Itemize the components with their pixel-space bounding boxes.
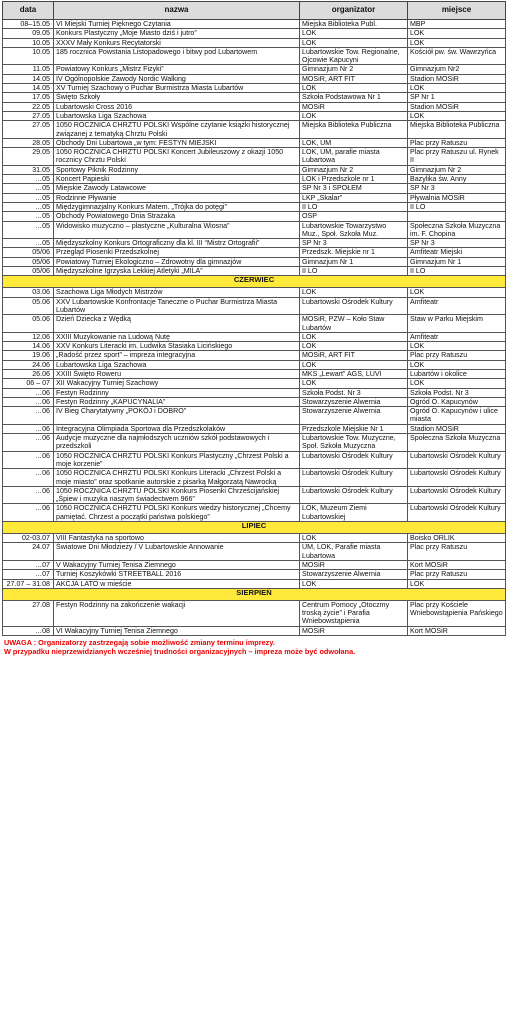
event-row bbox=[3, 579, 506, 588]
event-date: 10.05 bbox=[3, 47, 54, 65]
event-name: Szachowa Liga Młodych Mistrzów bbox=[54, 288, 300, 297]
event-organizer: II LO bbox=[300, 202, 408, 211]
event-organizer: Stowarzyszenie Alwernia bbox=[300, 407, 408, 425]
event-date: 26.06 bbox=[3, 369, 54, 378]
event-place: Społeczna Szkoła Muzyczna bbox=[408, 434, 506, 452]
event-date: …06 bbox=[3, 451, 54, 469]
event-place: Społeczna Szkoła Muzyczna im. F. Chopina bbox=[408, 221, 506, 239]
event-date: …05 bbox=[3, 202, 54, 211]
event-date: 24.07 bbox=[3, 543, 54, 561]
event-place: Plac przy Ratuszu bbox=[408, 570, 506, 579]
event-organizer: Lubartowskie Tow. Muzyczne, Społ. Szkoła Muzyczna bbox=[300, 434, 408, 452]
event-row bbox=[3, 248, 506, 257]
month-label: CZERWIEC bbox=[3, 276, 506, 288]
event-date: 03.06 bbox=[3, 288, 54, 297]
event-name: Lubartowski Cross 2016 bbox=[54, 102, 300, 111]
event-place: II LO bbox=[408, 267, 506, 276]
event-date: 29.05 bbox=[3, 148, 54, 166]
event-place: Kościół pw. św. Wawrzyńca bbox=[408, 47, 506, 65]
event-name: XXIII Muzykowanie na Ludową Nutę bbox=[54, 332, 300, 341]
event-row bbox=[3, 38, 506, 47]
event-row bbox=[3, 74, 506, 83]
event-place: Lubartowski Ośrodek Kultury bbox=[408, 504, 506, 522]
event-name: Festyn Rodzinny bbox=[54, 388, 300, 397]
notice-line: UWAGA : Organizatorzy zastrzegają sobie możliwość zmiany terminu imprezy. bbox=[4, 638, 275, 647]
month-label: LIPIEC bbox=[3, 522, 506, 534]
event-organizer: LOK bbox=[300, 342, 408, 351]
event-organizer: SP Nr 3 bbox=[300, 239, 408, 248]
event-organizer: SP Nr 3 i SPOŁEM bbox=[300, 184, 408, 193]
event-date: …06 bbox=[3, 434, 54, 452]
event-date: …05 bbox=[3, 239, 54, 248]
event-name: IV Ogólnopolskie Zawody Nordic Walking bbox=[54, 74, 300, 83]
event-organizer: LOK bbox=[300, 38, 408, 47]
event-organizer: Lubartowski Ośrodek Kultury bbox=[300, 451, 408, 469]
event-name: Międzyszkolny Konkurs Ortograficzny dla kl. III “Mistrz Ortografii” bbox=[54, 239, 300, 248]
event-date: …06 bbox=[3, 486, 54, 504]
event-organizer: Przedszk. Miejskie nr 1 bbox=[300, 248, 408, 257]
event-name: AKCJA LATO w mieście bbox=[54, 579, 300, 588]
event-place: Gimnazjum Nr2 bbox=[408, 65, 506, 74]
event-place: Bazylika św. Anny bbox=[408, 175, 506, 184]
event-row bbox=[3, 332, 506, 341]
event-row bbox=[3, 193, 506, 202]
month-section-row bbox=[3, 522, 506, 534]
event-date: 14.05 bbox=[3, 74, 54, 83]
event-name: Lubartowska Liga Szachowa bbox=[54, 360, 300, 369]
events-body bbox=[3, 20, 506, 636]
event-organizer: LOK bbox=[300, 332, 408, 341]
event-name: Widowisko muzyczno – plastyczne „Kulturalna Wiosna” bbox=[54, 221, 300, 239]
event-name: Dzień Dziecka z Wędką bbox=[54, 315, 300, 333]
event-organizer: Gimnazjum Nr 1 bbox=[300, 257, 408, 266]
header-miejsce: miejsce bbox=[408, 2, 506, 20]
event-place: Kort MOSiR bbox=[408, 560, 506, 569]
event-date: 27.05 bbox=[3, 111, 54, 120]
event-name: Festyn Rodzinny na zakończenie wakacji bbox=[54, 600, 300, 626]
event-place: Lubartowski Ośrodek Kultury bbox=[408, 486, 506, 504]
event-name: Audycje muzyczne dla najmłodszych uczniów szkół podstawowych i przedszkoli bbox=[54, 434, 300, 452]
event-place: Amfiteatr bbox=[408, 297, 506, 315]
event-row bbox=[3, 434, 506, 452]
event-row bbox=[3, 221, 506, 239]
event-date: 05.06 bbox=[3, 315, 54, 333]
event-organizer: LOK bbox=[300, 111, 408, 120]
event-organizer: MOSiR, ART FIT bbox=[300, 74, 408, 83]
event-place: Lubartów i okolice bbox=[408, 369, 506, 378]
event-name: XXIII Święto Roweru bbox=[54, 369, 300, 378]
event-row bbox=[3, 424, 506, 433]
event-row bbox=[3, 148, 506, 166]
event-date: …05 bbox=[3, 175, 54, 184]
event-place: Boisko ORLIK bbox=[408, 534, 506, 543]
event-name: Powiatowy Konkurs „Mistrz Fizyki” bbox=[54, 65, 300, 74]
event-row bbox=[3, 600, 506, 626]
event-name: Międzygimnazjalny Konkurs Matem. „Trójka do potęgi” bbox=[54, 202, 300, 211]
event-place: Lubartowski Ośrodek Kultury bbox=[408, 469, 506, 487]
event-place: Stadion MOSiR bbox=[408, 424, 506, 433]
event-row bbox=[3, 560, 506, 569]
event-organizer: LOK bbox=[300, 84, 408, 93]
event-name: 1050 ROCZNICA CHRZTU POLSKI Koncert Jubileuszowy z okazji 1050 rocznicy Chrztu Polski bbox=[54, 148, 300, 166]
event-row bbox=[3, 379, 506, 388]
event-organizer: II LO bbox=[300, 267, 408, 276]
event-row bbox=[3, 534, 506, 543]
event-name: Obchody Dni Lubartowa „w tym: FESTYN MIEJSKI bbox=[54, 138, 300, 147]
event-organizer: Stowarzyszenie Alwernia bbox=[300, 570, 408, 579]
event-row bbox=[3, 504, 506, 522]
event-date: 14.06 bbox=[3, 342, 54, 351]
event-row bbox=[3, 202, 506, 211]
event-name: „Radość przez sport” – impreza integracyjna bbox=[54, 351, 300, 360]
event-name: Przegląd Piosenki Przedszkolnej bbox=[54, 248, 300, 257]
event-name: 1050 ROCZNICA CHRZTU POLSKI Konkurs Literacki „Chrzest Polski a moje miasto” oraz spotkanie autorskie z pisarką Małgorzatą Nawrocką bbox=[54, 469, 300, 487]
event-organizer: LOK bbox=[300, 360, 408, 369]
event-name: XXV Lubartowskie Konfrontacje Taneczne o Puchar Burmistrza Miasta Lubartów bbox=[54, 297, 300, 315]
event-organizer: MOSiR bbox=[300, 560, 408, 569]
event-date: 22.05 bbox=[3, 102, 54, 111]
event-place: Lubartowski Ośrodek Kultury bbox=[408, 451, 506, 469]
event-name: VI Wakacyjny Turniej Tenisa Ziemnego bbox=[54, 626, 300, 635]
event-row bbox=[3, 212, 506, 221]
event-organizer: LOK bbox=[300, 29, 408, 38]
event-place: Plac przy Ratuszu bbox=[408, 138, 506, 147]
event-place: SP Nr 1 bbox=[408, 93, 506, 102]
event-place: Plac przy Ratuszu ul. Rynek II bbox=[408, 148, 506, 166]
event-organizer: Lubartowskie Tow. Regionalne, Ojcowie Kapucyni bbox=[300, 47, 408, 65]
events-table bbox=[2, 1, 506, 636]
notice-line: W przypadku nieprzewidzianych wcześniej trudności organizacyjnych – impreza może być odwołana. bbox=[4, 647, 356, 656]
event-row bbox=[3, 288, 506, 297]
event-name: 1050 ROCZNICA CHRZTU POLSKI Konkurs wiedzy historycznej „Chcemy pamiętać. Chrzest a początki państwa polskiego” bbox=[54, 504, 300, 522]
event-organizer: LOK i Przedszkole nr 1 bbox=[300, 175, 408, 184]
event-row bbox=[3, 257, 506, 266]
event-row bbox=[3, 47, 506, 65]
event-organizer: MOSiR bbox=[300, 102, 408, 111]
event-date: 05.06 bbox=[3, 297, 54, 315]
event-place: SP Nr 3 bbox=[408, 239, 506, 248]
event-organizer: MOSiR bbox=[300, 626, 408, 635]
notice bbox=[2, 636, 505, 656]
event-row bbox=[3, 626, 506, 635]
event-date: 02-03.07 bbox=[3, 534, 54, 543]
event-row bbox=[3, 93, 506, 102]
event-organizer: Stowarzyszenie Alwernia bbox=[300, 397, 408, 406]
event-date: …06 bbox=[3, 504, 54, 522]
event-date: 31.05 bbox=[3, 165, 54, 174]
event-date: 08–15.05 bbox=[3, 20, 54, 29]
event-place: LOK bbox=[408, 29, 506, 38]
event-organizer: Lubartowski Ośrodek Kultury bbox=[300, 297, 408, 315]
event-name: VIII Fantastyka na sportowo bbox=[54, 534, 300, 543]
event-organizer: Lubartowski Ośrodek Kultury bbox=[300, 486, 408, 504]
month-section-row bbox=[3, 588, 506, 600]
event-place: Plac przy Kościele Wniebowstąpienia Pańskiego bbox=[408, 600, 506, 626]
event-place: II LO bbox=[408, 202, 506, 211]
event-name: IV Bieg Charytatywny „POKÓJ i DOBRO” bbox=[54, 407, 300, 425]
event-place: LOK bbox=[408, 38, 506, 47]
event-organizer: OSP bbox=[300, 212, 408, 221]
event-place: Stadion MOSiR bbox=[408, 74, 506, 83]
event-name: Koncert Papieski bbox=[54, 175, 300, 184]
event-organizer: Przedszkole Miejskie Nr 1 bbox=[300, 424, 408, 433]
event-date: …06 bbox=[3, 407, 54, 425]
event-row bbox=[3, 407, 506, 425]
event-organizer: LOK, Muzeum Ziemi Lubartowskiej bbox=[300, 504, 408, 522]
event-name: Obchody Powiatowego Dnia Strażaka bbox=[54, 212, 300, 221]
event-place: Gimnazjum Nr 2 bbox=[408, 165, 506, 174]
event-organizer: LOK, UM, parafie miasta Lubartowa bbox=[300, 148, 408, 166]
event-place: LOK bbox=[408, 342, 506, 351]
event-name: XII Wakacyjny Turniej Szachowy bbox=[54, 379, 300, 388]
event-place: Miejska Biblioteka Publiczna bbox=[408, 121, 506, 139]
event-organizer: Gimnazjum Nr 2 bbox=[300, 65, 408, 74]
event-row bbox=[3, 138, 506, 147]
event-organizer: LKP „Skalar” bbox=[300, 193, 408, 202]
event-name: XXXV Mały Konkurs Recytatorski bbox=[54, 38, 300, 47]
event-place: SP Nr 3 bbox=[408, 184, 506, 193]
event-date: …06 bbox=[3, 469, 54, 487]
event-name: XXV Konkurs Literacki im. Ludwika Stasiaka Licińskiego bbox=[54, 342, 300, 351]
event-organizer: MOSiR, ART FIT bbox=[300, 351, 408, 360]
event-place: LOK bbox=[408, 360, 506, 369]
event-row bbox=[3, 486, 506, 504]
event-place: Plac przy Ratuszu bbox=[408, 351, 506, 360]
event-name: VI Miejski Turniej Pięknego Czytania bbox=[54, 20, 300, 29]
event-date: 17.05 bbox=[3, 93, 54, 102]
event-row bbox=[3, 351, 506, 360]
event-row bbox=[3, 102, 506, 111]
event-date: 05/06 bbox=[3, 248, 54, 257]
event-date: 05/06 bbox=[3, 257, 54, 266]
event-organizer: Lubartowskie Towarzystwo Muz., Społ. Szkoła Muz. bbox=[300, 221, 408, 239]
event-row bbox=[3, 84, 506, 93]
header-row bbox=[3, 2, 506, 20]
event-place: Amfiteatr bbox=[408, 332, 506, 341]
event-place: Amfiteatr Miejski bbox=[408, 248, 506, 257]
event-date: …06 bbox=[3, 397, 54, 406]
event-organizer: LOK, UM bbox=[300, 138, 408, 147]
event-place: Stadion MOSiR bbox=[408, 102, 506, 111]
event-place: LOK bbox=[408, 111, 506, 120]
event-organizer: LOK bbox=[300, 579, 408, 588]
event-place: Staw w Parku Miejskim bbox=[408, 315, 506, 333]
event-date: …06 bbox=[3, 388, 54, 397]
event-row bbox=[3, 570, 506, 579]
event-row bbox=[3, 543, 506, 561]
event-date: …05 bbox=[3, 184, 54, 193]
month-section-row bbox=[3, 276, 506, 288]
event-organizer: LOK bbox=[300, 534, 408, 543]
event-place: Ogród O. Kapucynów i ulice miasta bbox=[408, 407, 506, 425]
event-date: 27.08 bbox=[3, 600, 54, 626]
event-row bbox=[3, 469, 506, 487]
event-date: 05/06 bbox=[3, 267, 54, 276]
event-date: …06 bbox=[3, 424, 54, 433]
event-date: 28.05 bbox=[3, 138, 54, 147]
event-date: 10.05 bbox=[3, 38, 54, 47]
event-name: V Wakacyjny Turniej Tenisa Ziemnego bbox=[54, 560, 300, 569]
event-date: 06 – 07 bbox=[3, 379, 54, 388]
event-date: …05 bbox=[3, 212, 54, 221]
event-place: Gimnazjum Nr 1 bbox=[408, 257, 506, 266]
event-date: 19.06 bbox=[3, 351, 54, 360]
event-organizer: Szkoła Podstawowa Nr 1 bbox=[300, 93, 408, 102]
event-name: 1050 ROCZNICA CHRZTU POLSKI Konkurs Plastyczny „Chrzest Polski a moje korzenie” bbox=[54, 451, 300, 469]
event-date: …08 bbox=[3, 626, 54, 635]
event-organizer: Miejska Biblioteka Publ. bbox=[300, 20, 408, 29]
event-date: 27.05 bbox=[3, 121, 54, 139]
event-date: 12.06 bbox=[3, 332, 54, 341]
event-place: Pływalnia MOSiR bbox=[408, 193, 506, 202]
event-organizer: Szkoła Podst. Nr 3 bbox=[300, 388, 408, 397]
event-date: 09.05 bbox=[3, 29, 54, 38]
event-date: 14.05 bbox=[3, 84, 54, 93]
event-name: 185 rocznica Powstania Listopadowego i bitwy pod Lubartowem bbox=[54, 47, 300, 65]
event-row bbox=[3, 369, 506, 378]
event-date: 11.05 bbox=[3, 65, 54, 74]
event-date: …07 bbox=[3, 560, 54, 569]
event-name: Miejskie Zawody Latawcowe bbox=[54, 184, 300, 193]
event-name: 1050 ROCZNICA CHRZTU POLSKI Wspólne czytanie książki historycznej związanej z tematyką Chrztu Polski bbox=[54, 121, 300, 139]
event-row bbox=[3, 111, 506, 120]
header-data: data bbox=[3, 2, 54, 20]
month-label: SIERPIEŃ bbox=[3, 588, 506, 600]
event-organizer: LOK bbox=[300, 288, 408, 297]
event-date: …07 bbox=[3, 570, 54, 579]
event-date: 27.07 – 31.08 bbox=[3, 579, 54, 588]
event-name: Powiatowy Turniej Ekologiczno – Zdrowotny dla gimnazjów bbox=[54, 257, 300, 266]
event-row bbox=[3, 397, 506, 406]
event-row bbox=[3, 342, 506, 351]
event-row bbox=[3, 315, 506, 333]
event-row bbox=[3, 388, 506, 397]
event-name: Sportowy Piknik Rodzinny bbox=[54, 165, 300, 174]
event-row bbox=[3, 20, 506, 29]
event-name: Konkurs Plastyczny „Moje Miasto dziś i jutro” bbox=[54, 29, 300, 38]
event-name: Święto Szkoły bbox=[54, 93, 300, 102]
event-organizer: Lubartowski Ośrodek Kultury bbox=[300, 469, 408, 487]
event-place: Ogród O. Kapucynów bbox=[408, 397, 506, 406]
event-date: …05 bbox=[3, 193, 54, 202]
event-name: Turniej Koszykówki STREETBALL 2016 bbox=[54, 570, 300, 579]
event-place: LOK bbox=[408, 288, 506, 297]
event-row bbox=[3, 121, 506, 139]
event-row bbox=[3, 29, 506, 38]
event-row bbox=[3, 184, 506, 193]
event-place: Plac przy Ratuszu bbox=[408, 543, 506, 561]
event-name: Integracyjna Olimpiada Sportowa dla Przedszkolaków bbox=[54, 424, 300, 433]
event-place: MBP bbox=[408, 20, 506, 29]
event-date: …05 bbox=[3, 221, 54, 239]
event-organizer: LOK bbox=[300, 379, 408, 388]
event-row bbox=[3, 451, 506, 469]
event-organizer: MKS „Lewart” AGS, LUVI bbox=[300, 369, 408, 378]
event-row bbox=[3, 175, 506, 184]
event-place: LOK bbox=[408, 379, 506, 388]
event-name: Festyn Rodzinny „KAPUCYNALIA” bbox=[54, 397, 300, 406]
event-organizer: UM, LOK, Parafie miasta Lubartowa bbox=[300, 543, 408, 561]
event-place: Szkoła Podst. Nr 3 bbox=[408, 388, 506, 397]
event-name: Lubartowska Liga Szachowa bbox=[54, 111, 300, 120]
event-place: LOK bbox=[408, 579, 506, 588]
event-row bbox=[3, 239, 506, 248]
event-organizer: Centrum Pomocy „Otoczmy troską życie” i Parafia Wniebowstąpienia bbox=[300, 600, 408, 626]
header-nazwa: nazwa bbox=[54, 2, 300, 20]
event-name: Światowe Dni Młodzieży / V Lubartowskie Annowanie bbox=[54, 543, 300, 561]
event-row bbox=[3, 65, 506, 74]
event-organizer: Miejska Biblioteka Publiczna bbox=[300, 121, 408, 139]
event-place bbox=[408, 212, 506, 221]
header-organizator: organizator bbox=[300, 2, 408, 20]
event-row bbox=[3, 297, 506, 315]
event-name: Rodzinne Pływanie bbox=[54, 193, 300, 202]
event-row bbox=[3, 165, 506, 174]
event-place: Kort MOSiR bbox=[408, 626, 506, 635]
event-name: XV Turniej Szachowy o Puchar Burmistrza Miasta Lubartów bbox=[54, 84, 300, 93]
event-place: LOK bbox=[408, 84, 506, 93]
event-row bbox=[3, 360, 506, 369]
event-name: Międzyszkolne Igrzyska Lekkiej Atletyki „MILA” bbox=[54, 267, 300, 276]
event-date: 24.06 bbox=[3, 360, 54, 369]
event-organizer: MOSiR, PZW – Koło Staw Lubartów bbox=[300, 315, 408, 333]
event-organizer: Gimnazjum Nr 2 bbox=[300, 165, 408, 174]
event-name: 1050 ROCZNICA CHRZTU POLSKI Konkurs Piosenki Chrześcijańskiej „Śpiew i muzyka naszym świadectwem 966” bbox=[54, 486, 300, 504]
